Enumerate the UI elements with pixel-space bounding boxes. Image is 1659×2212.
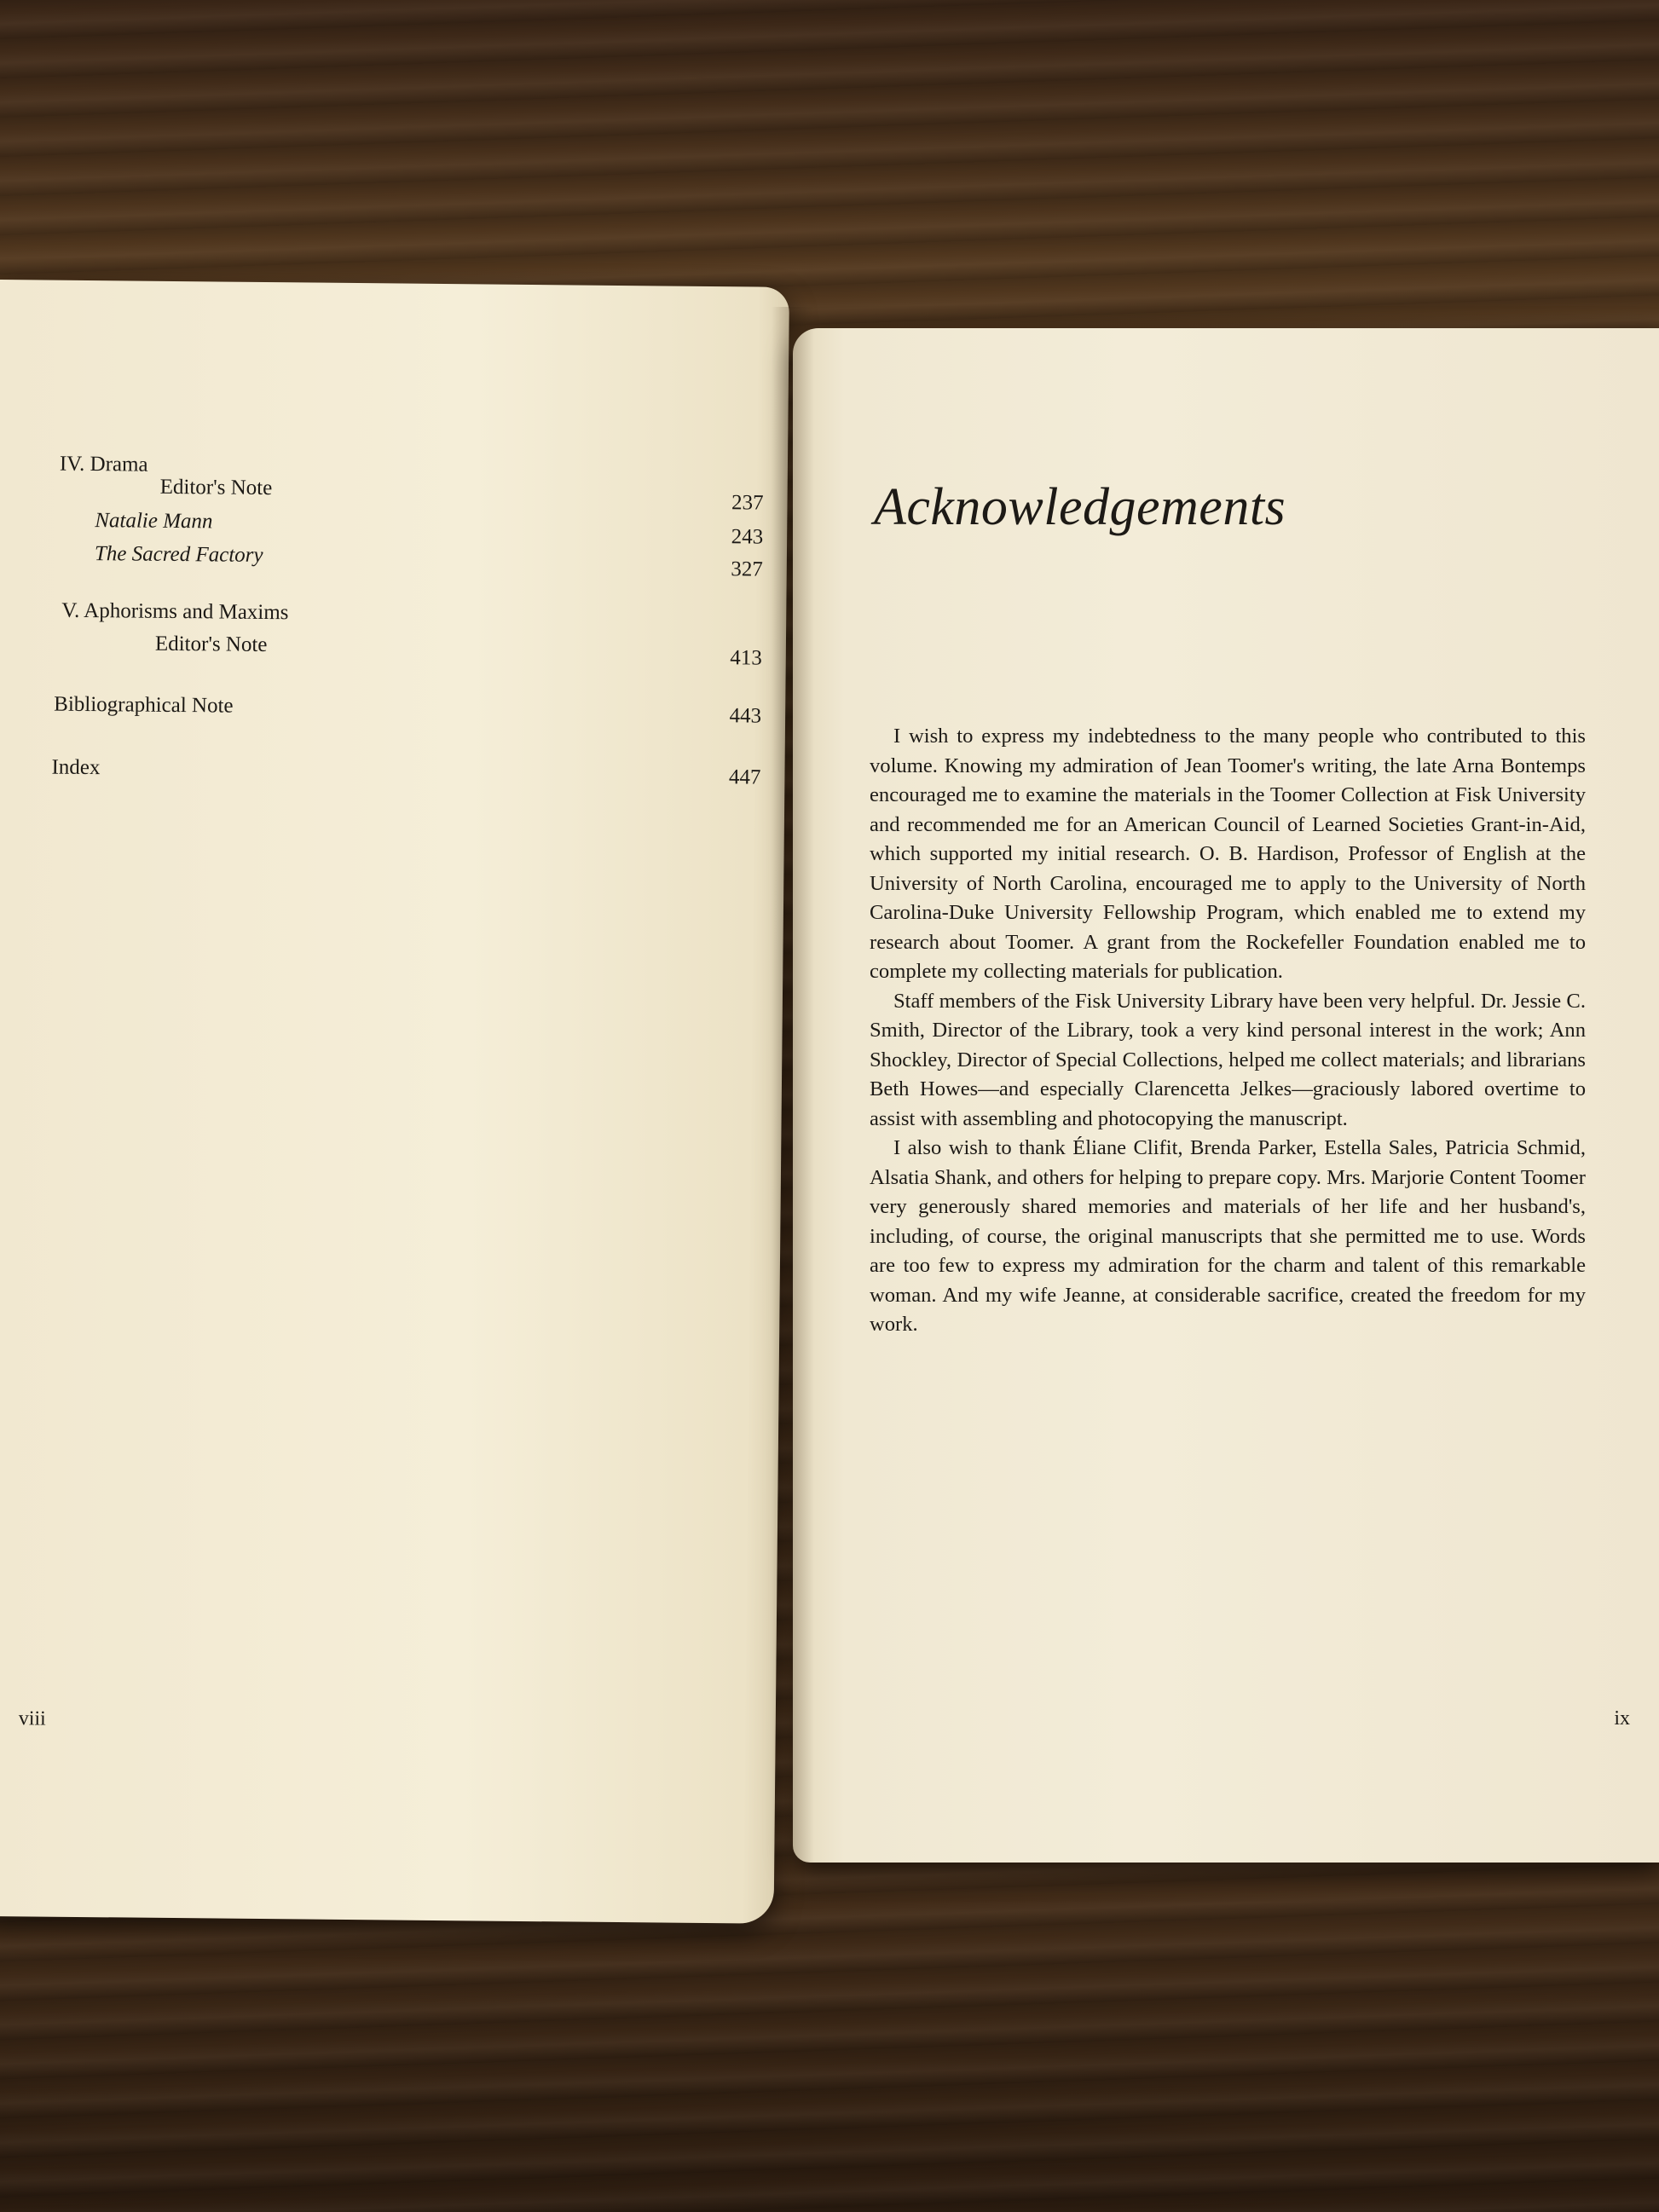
right-page: [793, 328, 1659, 1863]
paragraph: I also wish to thank Éliane Clifit, Brenda Parker, Estella Sales, Patricia Schmid, Alsatia Shank, and others for helping to prepare copy. Mrs. Marjorie Content Toomer very generously shared memories and materials of her life and her husband's, including, of course, the original manuscripts that she permitted me to use. Words are too few to express my admiration for the charm and talent of this remarkable woman. And my wife Jeanne, at considerable sacrifice, created the freedom for my work.: [870, 1136, 1586, 1336]
toc-section-drama: IV. Drama: [59, 452, 148, 476]
toc-page-drama-editors-note: 237: [731, 491, 764, 515]
left-page: [0, 280, 789, 1924]
paragraph: Staff members of the Fisk University Library have been very helpful. Dr. Jessie C. Smith, Director of the Library, took a very kind personal interest in the work; Ann Shockley, Director of Special Collections, helped me collect materials; and librarians Beth Howes—and especially Clarencetta Jelkes—graciously labored overtime to assist with assembling and photocopying the manuscript.: [870, 989, 1586, 1130]
toc-item-bibliographical-note: Bibliographical Note: [54, 692, 234, 718]
toc-item-sacred-factory: The Sacred Factory: [94, 542, 263, 567]
toc-item-drama-editors-note: Editor's Note: [159, 475, 273, 500]
toc-section-aphorisms: V. Aphorisms and Maxims: [61, 598, 289, 625]
toc-page-bibliographical-note: 443: [729, 704, 762, 728]
toc-item-natalie-mann: Natalie Mann: [95, 509, 213, 534]
acknowledgements-body: [870, 722, 1586, 1340]
paragraph: I wish to express my indebtedness to the many people who contributed to this volume. Knowing my admiration of Jean Toomer's writing, the late Arna Bontemps encouraged me to examine the materials in the Toomer Collection at Fisk University and recommended me for an American Council of Learned Societies Grant-in-Aid, which supported my initial research. O. B. Hardison, Professor of English at the University of North Carolina, encouraged me to apply to the University of North Carolina-Duke University Fellowship Program, which enabled me to extend my research about Toomer. A grant from the Rockefeller Foundation enabled me to complete my collecting materials for publication.: [870, 725, 1586, 983]
toc-page-index: 447: [728, 765, 761, 789]
toc-page-natalie-mann: 243: [731, 525, 764, 549]
page-number-left: viii: [18, 1707, 46, 1730]
page-number-right: ix: [1614, 1707, 1630, 1730]
toc-page-aphorisms-editors-note: 413: [730, 646, 762, 670]
page-title: Acknowledgements: [874, 478, 1286, 536]
toc-page-sacred-factory: 327: [731, 557, 763, 581]
toc-item-index: Index: [51, 755, 101, 780]
toc-item-aphorisms-editors-note: Editor's Note: [154, 632, 268, 657]
